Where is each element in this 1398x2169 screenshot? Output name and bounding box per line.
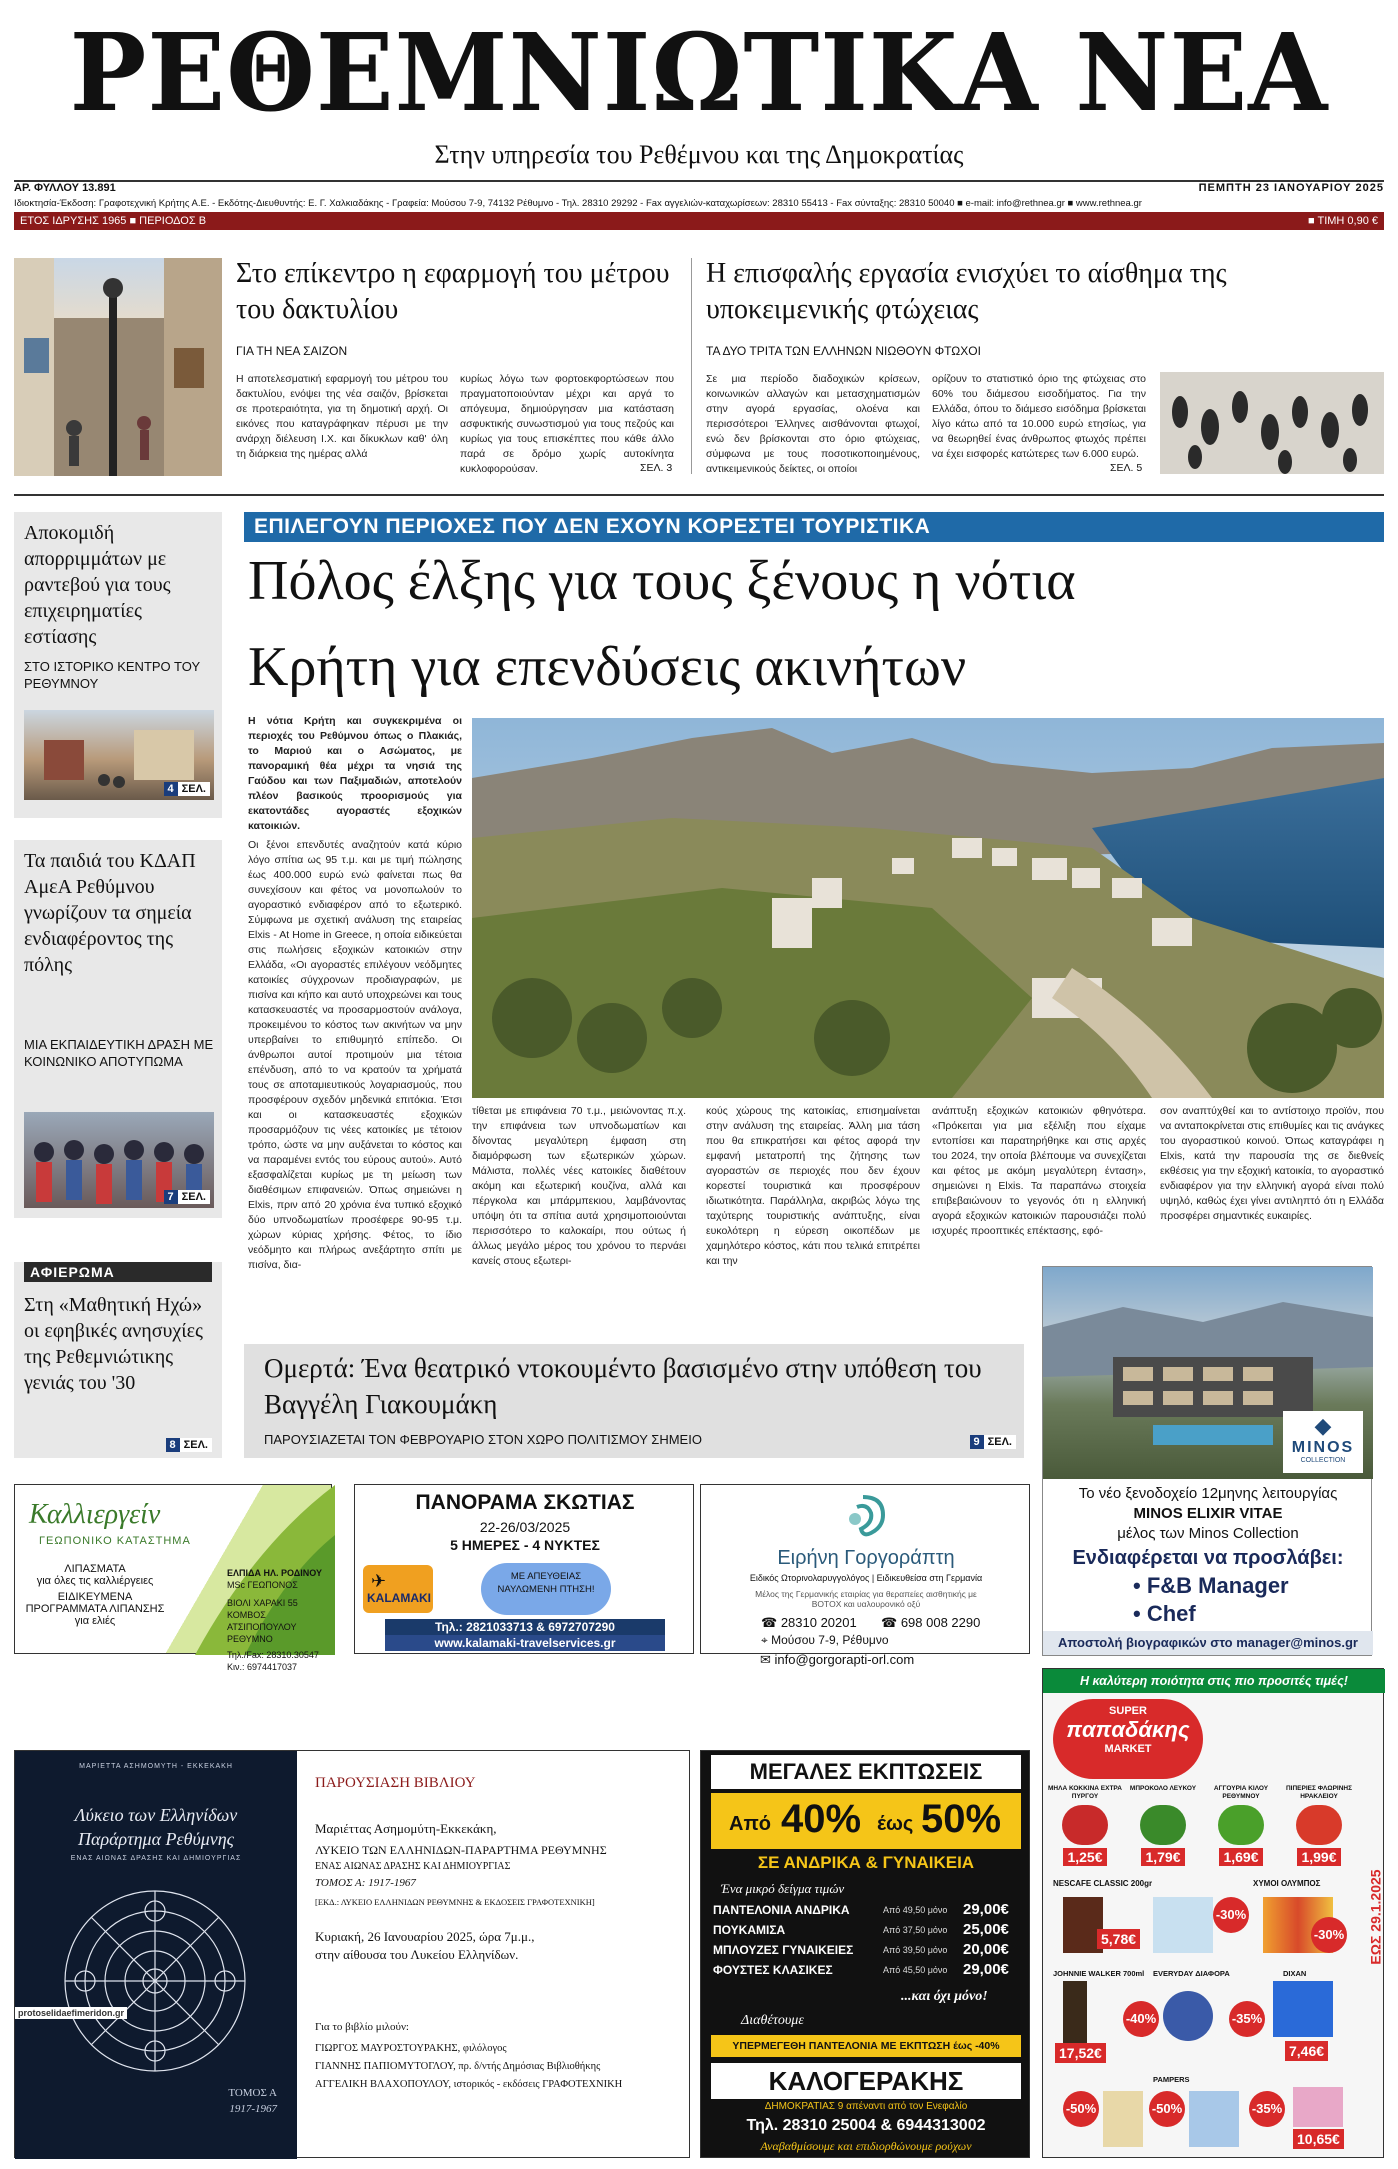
minos-line1: Το νέο ξενοδοχείο 12μηνης λειτουργίας: [1078, 1485, 1338, 1502]
panorama-web[interactable]: www.kalamaki-travelservices.gr: [385, 1635, 665, 1651]
page-label: ΣΕΛ.: [984, 1435, 1016, 1449]
minos-footer[interactable]: Αποστολή βιογραφικών στο manager@minos.gr: [1043, 1631, 1373, 1655]
cover-title-1: Λύκειο των Ελληνίδων: [74, 1805, 238, 1825]
top-right-headline[interactable]: Η επισφαλής εργασία ενισχύει το αίσθημα της υποκειμενικής φτώχειας: [706, 258, 1227, 325]
top-right-page[interactable]: ΣΕΛ. 5: [1110, 462, 1143, 474]
kalliergein-tel: Τηλ./Fax: 28310.30547: [227, 1650, 319, 1660]
panorama-ad[interactable]: [354, 1484, 694, 1654]
book-ad[interactable]: [14, 1750, 690, 2158]
book-publisher: [ΕΚΔ.: ΛΥΚΕΙΟ ΕΛΛΗΝΙΔΩΝ ΡΕΘΥΜΝΗΣ & ΕΚΔΟΣΕΙΣ ΓΡΑΦΟΤΕΧΝΙΚΗ]: [315, 1897, 595, 1907]
market-logo-bottom: MARKET: [1104, 1743, 1152, 1755]
top-right-col1: Σε μια περίοδο διαδοχικών κρίσεων, κοινωνικών αλλαγών και μετασχηματισμών στην αγορά εργασίας, ολοένα και περισσότεροι Έλληνες αισθάνονται φτωχοί, ενώ δεν βρίσκονται στο όριο φτώχειας, σύμφωνα με τους ποσοτικοποιημένους, αντικειμενικούς δείκτες, οι οποίοι: [706, 373, 920, 475]
product-image: [1218, 1805, 1264, 1845]
page-label: ΣΕΛ.: [180, 1438, 212, 1452]
market-row4: [1053, 2087, 1353, 2155]
sidebar-item-3-page[interactable]: [166, 1433, 212, 1452]
founded-bar: [14, 212, 1384, 230]
market-stores: [1211, 1699, 1361, 1779]
doctor-phone1-text: 28310 20201: [780, 1615, 857, 1630]
market-logo-brand: παπαδάκης: [1066, 1717, 1190, 1742]
lead-intro: Η νότια Κρήτη και συγκεκριμένα οι περιοχές του Ρεθύμνου όπως ο Πλακιάς, το Μαριού και ο Ασώματος, με πανοραμική θέα μέχρι τα νησιά της Γαύδου και των Παξιμαδιών, αποτελούν πλέον βασικούς προορισμούς για εκατοντάδες αγοραστές εξοχικών κατοικιών.: [248, 715, 462, 832]
page-label: ΣΕΛ.: [178, 1190, 210, 1204]
lead-photo: [472, 718, 1384, 1098]
price-pantene: 10,65€: [1293, 2129, 1344, 2149]
crowd-photo: [1160, 372, 1384, 474]
top-left-kicker: ΓΙΑ ΤΗ ΝΕΑ ΣΑΙΖΟΝ: [236, 344, 348, 358]
panorama-dates: 22-26/03/2025: [479, 1519, 571, 1535]
book-when: Κυριακή, 26 Ιανουαρίου 2025, ώρα 7μ.μ.,: [315, 1929, 535, 1944]
top-left-col1: Η αποτελεσματική εφαρμογή του μέτρου του δακτυλίου, ενόψει της νέα σαιζόν, βρίσκεται σε προτεραιότητα, για τη δημοτική αρχή. Οι εικόνες που καταγράφηκαν πέρυσι με την ανάρχη διέλευση Ι.Χ. και δίκυκλων καθ' όλη τη διάρκεια της ημέρας αλλά: [236, 373, 448, 460]
price-list-item: [713, 1921, 1023, 1941]
market-header: Η καλύτερη ποιότητα στις πιο προσιτές τιμές!: [1043, 1669, 1385, 1693]
doctor-name: Ειρήνη Γοργοράπτη: [777, 1547, 955, 1569]
street-photo: [14, 258, 222, 476]
sidebar-item-3-label: ΑΦΙΕΡΩΜΑ: [24, 1262, 212, 1282]
kalogerakis-slogan: Αναβαθμίσουμε και επιδιορθώνουμε ρούχων: [760, 2139, 972, 2153]
book-speaker-3: ΑΓΓΕΛΙΚΗ ΒΛΑΧΟΠΟΥΛΟΥ, ιστορικός - εκδόσεις ΓΡΑΦΟΤΕΧΝΙΚΗ: [315, 2079, 623, 2090]
sidebar-item-1-title: Αποκομιδή απορριμμάτων με ραντεβού για τους επιχειρηματίες εστίασης: [24, 522, 171, 648]
product-image: [1062, 1805, 1108, 1845]
lead-headline-2[interactable]: Κρήτη για επενδύσεις ακινήτων: [248, 636, 967, 698]
book-speaker-1: ΓΙΩΡΓΟΣ ΜΑΥΡΟΣΤΟΥΡΑΚΗΣ, φιλόλογος: [315, 2043, 507, 2054]
price-list-item: [713, 1941, 1023, 1961]
sidebar-item-3-title: Στη «Μαθητική Ηχώ» οι εφηβικές ανησυχίες της Ρεθεμνιώτικης γενιάς του '30: [24, 1294, 203, 1394]
discount-badge-6: -50%: [1149, 2091, 1185, 2127]
product-price: 1,99€: [1297, 1848, 1340, 1866]
page-label: ΣΕΛ.: [178, 782, 210, 796]
discount-badge-1: -30%: [1213, 1897, 1249, 1933]
panorama-duration: 5 ΗΜΕΡΕΣ - 4 ΝΥΚΤΕΣ: [450, 1537, 600, 1553]
kalogerakis-h1: ΜΕΓΑΛΕΣ ΕΚΠΤΩΣΕΙΣ: [711, 1755, 1021, 1789]
kalliergein-sub: ΓΕΩΠΟΝΙΚΟ ΚΑΤΑΣΤΗΜΑ: [39, 1535, 191, 1547]
product-price: 1,25€: [1063, 1848, 1106, 1866]
page-number: 7: [164, 1190, 178, 1204]
plane-icon: ✈: [371, 1571, 387, 1592]
kalliergein-l4: ΠΡΟΓΡΑΜΜΑΤΑ ΛΙΠΑΝΣΗΣ: [25, 1603, 165, 1615]
price-nescafe: 5,78€: [1097, 1929, 1140, 1949]
market-row4-a: PAMPERS: [1153, 2075, 1190, 2084]
cover-years: 1917-1967: [229, 2103, 277, 2115]
minos-logo: ◆ MINOS COLLECTION: [1283, 1411, 1363, 1473]
kalogerakis-phones[interactable]: Τηλ. 28310 25004 & 6944313002: [746, 2117, 986, 2134]
doctor-phone1[interactable]: ☎ 28310 20201: [761, 1615, 857, 1630]
detergent-icon: [1273, 1981, 1333, 2037]
minos-line4: Ενδιαφέρεται να προσλάβει:: [1072, 1547, 1344, 1569]
doctor-desc: Μέλος της Γερμανικής εταιρίας για θεραπείες αισθητικής με BOTOX και υαλουρονικό οξύ: [755, 1589, 977, 1609]
panorama-phones[interactable]: Τηλ.: 2821033713 & 6972707290: [385, 1619, 665, 1635]
issue-number: ΑΡ. ΦΥΛΛΟΥ 13.891: [14, 182, 116, 194]
kalliergein-addr1: ΒΙΟΛΙ ΧΑΡΑΚΙ 55: [227, 1598, 298, 1608]
discount-max: 50%: [921, 1797, 1002, 1841]
discount-badge-7: -35%: [1249, 2091, 1285, 2127]
page-number: 4: [164, 782, 178, 796]
product-name: ΠΙΠΕΡΙΕΣ ΦΛΩΡΙΝΗΣ ΗΡΑΚΛΕΙΟΥ: [1285, 1785, 1353, 1800]
lead-col1: Οι ξένοι επενδυτές αναζητούν κατά κύριο λόγο σπίτια ως 95 τ.μ. και με τιμή πώλησης έως 400.000 ευρώ ενώ φαίνεται πως θα συνεχίσουν και φέτος να μονοπωλούν το αγοραστικό ενδιαφέρον από το εξωτερικό. Σύμφωνα με σχετική ανάλυση της εταιρείας Elxis - At Home in Greece, η οποία ειδικεύεται στις πωλήσεις εξοχικών κατοικιών στην Ελλάδα, «Οι αγοραστές επιλέγουν νεόδμητες κατοικίες σύγχρονων προδιαγραφών, με πισίνα και κήπο και αυτό υποχρεώνει και τους κατασκευαστές να προσαρμοστούν ανάλογα, προκειμένου το κόστος των ακινήτων να μην υπερβαίνει το επιθυμητό επίπεδο. Οι άνθρωποι αυτοί προτιμούν μια τέτοια επένδυση, από το να κρατούν τα χρήματά τους σε αποταμιευτικούς λογαριασμούς, που προσφέρουν σχεδόν μηδενικά επιτόκια. Έτσι και οι κατασκευαστές εξοχικών προσαρμόζουν τις νέες κατοικίες με τέτοιον τρόπο, ώστε να μην αυξάνεται το κόστος και να παραμένει εντός του εύρους αυτού». Αυτό εξασφαλίζεται κυρίως με τη μείωση των διαθέσιμων επιφανειών. Όπως σημειώνει η Elxis, πριν από 20 χρόνια ένα τυπικό εξοχικό δύο υπνοδωματίων προσέφερε 90-95 τ.μ. χώρων κύριας χρήσης. Φέτος, το ίδιο νεόδμητο και πλήρως ανεξάρτητο σπίτι με πισίνα, δια-: [248, 839, 462, 1271]
sidebar-item-2[interactable]: [14, 840, 222, 1218]
sidebar-item-1[interactable]: [14, 512, 222, 818]
kalogerakis-intro: Ένα μικρό δείγμα τιμών: [721, 1881, 845, 1896]
item-old-price: Από 37,50 μόνο: [883, 1925, 948, 1935]
lace-pattern-icon: [55, 1881, 255, 2081]
minos-job1: • F&B Manager: [1133, 1573, 1289, 1598]
top-left-col2: κυρίως λόγω των φορτοεκφορτώσεων που πραγματοποιούνταν μέχρι και αργά το απόγευμα, δημιούργησαν μια κατάσταση ασφυκτικής συνωστισμού για τους πεζούς και κυρίως για τους επισκέπτες που κάθε άλλο παρά σε δρόμο χωρίς αυτοκίνητα κυκλοφορούσαν.: [460, 373, 674, 475]
everyday-icon: [1163, 1991, 1213, 2041]
wipes-icon: [1153, 1897, 1213, 1953]
product-name: ΜΠΡΟΚΟΛΟ ΛΕΥΚΟΥ: [1129, 1785, 1197, 1792]
omerta-headline: Ομερτά: Ένα θεατρικό ντοκουμέντο βασισμένο στην υπόθεση του Βαγγέλη Γιακουμάκη: [264, 1353, 982, 1419]
to-label: έως: [877, 1813, 914, 1835]
item-new-price: 25,00€: [963, 1921, 1009, 1938]
sidebar-item-1-photo: [24, 710, 214, 800]
from-label: Από: [729, 1813, 771, 1835]
bag-icon: [1103, 2091, 1143, 2147]
item-new-price: 20,00€: [963, 1941, 1009, 1958]
item-name: ΦΟΥΣΤΕΣ ΚΛΑΣΙΚΕΣ: [713, 1963, 833, 1977]
book-speaker-2: ΓΙΑΝΝΗΣ ΠΑΠΙΟΜΥΤΟΓΛΟΥ, πρ. δ/ντής Δημόσιας Βιβλιοθήκης: [315, 2061, 601, 2072]
market-ad[interactable]: [1042, 1668, 1384, 2158]
sidebar-item-2-title: Τα παιδιά του ΚΔΑΠ ΑμεΑ Ρεθύμνου γνωρίζουν τα σημεία ενδιαφέροντος της πόλης: [24, 850, 196, 976]
doctor-address: ⌖ Μούσου 7-9, Ρέθυμνο: [761, 1633, 889, 1647]
masthead-rule: [14, 180, 1384, 182]
top-right-col2: ορίζουν το στατιστικό όριο της φτώχειας στο 60% του διάμεσου εισοδήματος. Για την Ελλάδα, όπου το διάμεσο εισόδημα βρίσκεται λίγο κάτω από τα 10.000 ευρώ ετησίως, για να θεωρηθεί ένας άνθρωπος φτωχός πρέπει να έχει εισφορές κατώτερες των 6.000 ευρώ.: [932, 373, 1146, 460]
publisher-line: Ιδιοκτησία-Έκδοση: Γραφοτεχνική Κρήτης Α.Ε. - Εκδότης-Διευθυντής: Ε. Γ. Χαλκιαδάκης - Γραφεία: Μούσου 7-9, 74132 Ρέθυμνο - Τηλ. 28310 29292 - Fax αγγελιών-καταχωρίσεων: 28310 55413 - Fax σύνταξης: 28310 50040 ■ e-mail: info@rethnea.gr ■ www.rethnea.gr: [14, 198, 1142, 209]
kalliergein-addr2: ΚΟΜΒΟΣ ΑΤΣΙΠΟΠΟΥΛΟΥ: [227, 1610, 297, 1632]
ear-icon: [833, 1493, 893, 1539]
doctor-ad[interactable]: [700, 1484, 1030, 1654]
market-row3-a: JOHNNIE WALKER 700ml: [1053, 1969, 1145, 1978]
market-row2-right: ΧΥΜΟΙ ΟΛΥΜΠΟΣ: [1253, 1879, 1321, 1888]
page-number: 9: [970, 1435, 984, 1449]
market-row3-b: EVERYDAY ΔΙΑΦΟΡΑ: [1153, 1969, 1230, 1978]
doctor-title: Ειδικός Ωτορινολαρυγγολόγος | Ειδικευθείσα στη Γερμανία: [749, 1573, 983, 1583]
kalliergein-logo: Καλλιεργείν: [29, 1499, 161, 1530]
top-left-page[interactable]: ΣΕΛ. 3: [640, 462, 673, 474]
kalogerakis-price-list: [713, 1901, 1023, 1981]
kalogerakis-sub: ΣΕ ΑΝΔΡΙΚΑ & ΓΥΝΑΙΚΕΙΑ: [757, 1853, 975, 1872]
doctor-email[interactable]: ✉ info@gorgorapti-orl.com: [760, 1652, 915, 1667]
kalliergein-l5: για ελιές: [74, 1615, 116, 1627]
kalogerakis-brand: ΚΑΛΟΓΕΡΑΚΗΣ: [711, 2063, 1021, 2099]
sidebar-item-2-kicker: ΜΙΑ ΕΚΠΑΙΔΕΥΤΙΚΗ ΔΡΑΣΗ ΜΕ ΚΟΙΝΩΝΙΚΟ ΑΠΟΤΥΠΩΜΑ: [24, 1037, 214, 1069]
kalliergein-role: MSc ΓΕΩΠΟΝΟΣ: [227, 1580, 298, 1590]
market-logo: [1053, 1699, 1203, 1779]
product-image: [1296, 1805, 1342, 1845]
product-price: 1,69€: [1219, 1848, 1262, 1866]
book-subtitle: ΕΝΑΣ ΑΙΩΝΑΣ ΔΡΑΣΗΣ ΚΑΙ ΔΗΜΙΟΥΡΓΙΑΣ: [315, 1861, 511, 1872]
cover-title-2: Παράρτημα Ρεθύμνης: [78, 1829, 234, 1849]
sidebar-item-1-page[interactable]: [164, 777, 210, 796]
price-whisky: 17,52€: [1055, 2043, 1106, 2063]
discount-badge-2: -30%: [1311, 1917, 1347, 1953]
shampoo-icon: [1293, 2087, 1343, 2127]
kalliergein-ad[interactable]: [14, 1484, 332, 1672]
doctor-phone2[interactable]: ☎ 698 008 2290: [881, 1615, 981, 1630]
market-row2: [1053, 1893, 1353, 1963]
omerta-page[interactable]: [970, 1430, 1016, 1449]
product-tile: [1203, 1785, 1279, 1877]
top-left-headline[interactable]: Στο επίκεντρο η εφαρμογή του μέτρου του δακτυλίου: [236, 258, 670, 325]
book-title: ΛΥΚΕΙΟ ΤΩΝ ΕΛΛΗΝΙΔΩΝ-ΠΑΡΑΡΤΗΜΑ ΡΕΘΥΜΝΗΣ: [315, 1843, 607, 1857]
item-new-price: 29,00€: [963, 1901, 1009, 1918]
market-logo-top: SUPER: [1109, 1705, 1147, 1717]
price-list-item: [713, 1901, 1023, 1921]
section-rule: [14, 494, 1384, 496]
minos-logo-sub: COLLECTION: [1300, 1457, 1346, 1464]
item-old-price: Από 39,50 μόνο: [883, 1945, 948, 1955]
lead-col2: τίθεται με επιφάνεια 70 τ.μ., μειώνοντας π.χ. την επιφάνεια των υπνοδωματίων και δίνοντας μεγαλύτερη έμφαση στη διαμόρφωση των εξωτερικών χώρων. Μάλιστα, πολλές νέες κατοικίες διαθέτουν ακόμη και εξωτερική κουζίνα, αλλά και πέργκολα και μπάρμπεκιου, λαμβάνοντας υπόψη ότι τα σπίτια αυτά χρησιμοποιούνται περισσότερο το καλοκαίρι, που ούτως ή άλλως μεγάλο μέρος του χρόνου το περνάει κανείς στους εξωτερι-: [472, 1105, 686, 1267]
cover-sub: ΕΝΑΣ ΑΙΩΝΑΣ ΔΡΑΣΗΣ ΚΑΙ ΔΗΜΙΟΥΡΓΙΑΣ: [70, 1855, 242, 1862]
whisky-icon: [1063, 1981, 1087, 2051]
product-tile: [1047, 1785, 1123, 1877]
kalliergein-addr3: ΡΕΘΥΜΝΟ: [227, 1634, 273, 1644]
lead-col4: ανάπτυξη εξοχικών κατοικιών φθηνότερα. «Πρόκειται για μια εξέλιξη που είχαμε εντοπίσει και παρατηρήθηκε και στις αρχές του 2024, την οποία βλέπουμε να συνεχίζεται και φέτος με ακόμη μεγαλύτερη ένταση», σημειώνει η Elxis. Τα παραπάνω στοιχεία επιβεβαιώνουν το γεγονός ότι η ελληνική αγορά εξοχικών κατοικιών παρουσιάζει πολύ ισχυρές προοπτικές επέκτασης, εφό-: [932, 1105, 1146, 1237]
discount-badge-4: -35%: [1229, 2001, 1265, 2037]
sidebar-item-3[interactable]: [14, 1262, 222, 1458]
price-dixan: 7,46€: [1285, 2041, 1328, 2061]
cover-author: ΜΑΡΙΕΤΤΑ ΑΣΗΜΟΜΥΤΗ - ΕΚΚΕΚΑΚΗ: [79, 1763, 233, 1770]
lead-col5: σον αναπτύχθεί και το αντίστοιχο προϊόν, που να ανταποκρίνεται στις επιθυμίες και τις ανάγκες του αγοραστικού κοινού. Όπως καταγράφει η Elxis, κατά την παρουσία της σε διεθνείς εκθέσεις για την εξοχική κατοικία, το αγοραστικό ενδιαφέρον για την ελληνική αγορά είναι πολύ υψηλό, καθώς έχει γίνει αντιληπτό ότι η Ελλάδα προσφέρει σημαντικές ευκαιρίες.: [1160, 1105, 1384, 1222]
doctor-email-text: info@gorgorapti-orl.com: [774, 1652, 915, 1667]
book-author: Μαριέττας Ασημομύτη-Εκκεκάκη,: [315, 1821, 497, 1836]
book-volume: ΤΟΜΟΣ Α: 1917-1967: [315, 1877, 416, 1889]
book-cover: [15, 1751, 297, 2159]
item-old-price: Από 49,50 μόνο: [883, 1905, 948, 1915]
founded-text: ΕΤΟΣ ΙΔΡΥΣΗΣ 1965 ■ ΠΕΡΙΟΔΟΣ Β: [20, 215, 207, 227]
product-tile: [1125, 1785, 1201, 1877]
kalliergein-l2: για όλες τις καλλιέργειες: [36, 1575, 154, 1587]
market-row2-left: NESCAFE CLASSIC 200gr: [1053, 1879, 1153, 1888]
discount-badge-3: -40%: [1123, 2001, 1159, 2037]
product-price: 1,79€: [1141, 1848, 1184, 1866]
discount-badge-5: -50%: [1063, 2091, 1099, 2127]
item-name: ΜΠΛΟΥΖΕΣ ΓΥΝΑΙΚΕΙΕΣ: [713, 1943, 854, 1957]
lead-kicker: ΕΠΙΛΕΓΟΥΝ ΠΕΡΙΟΧΕΣ ΠΟΥ ΔΕΝ ΕΧΟΥΝ ΚΟΡΕΣΤΕΙ ΤΟΥΡΙΣΤΙΚΑ: [244, 512, 1384, 542]
book-heading: ΠΑΡΟΥΣΙΑΣΗ ΒΙΒΛΙΟΥ: [315, 1775, 476, 1791]
kalliergein-l1: ΛΙΠΑΣΜΑΤΑ: [64, 1563, 126, 1575]
omerta-kicker: ΠΑΡΟΥΣΙΑΖΕΤΑΙ ΤΟΝ ΦΕΒΡΟΥΑΡΙΟ ΣΤΟΝ ΧΩΡΟ ΠΟΛΙΤΙΣΜΟΥ ΣΗΜΕΙΟ: [264, 1432, 702, 1447]
top-right-kicker: ΤΑ ΔΥΟ ΤΡΙΤΑ ΤΩΝ ΕΛΛΗΝΩΝ ΝΙΩΘΟΥΝ ΦΤΩΧΟΙ: [706, 344, 981, 358]
pampers-icon: [1189, 2091, 1239, 2147]
discount-min: 40%: [781, 1797, 862, 1841]
product-tile: [1281, 1785, 1357, 1877]
lead-col3: κούς χώρους της κατοικίας, επισημαίνεται στην ανάλυση της εταιρείας. Άλλη μια τάση που θα επικρατήσει και φέτος αφορά την εμφανή μετατροπή της ζήτησης των αγοραστών σε περιοχές που δεν έχουν κορεστεί τουριστικά και προσφέρουν ιδιωτικότητα. Παράλληλα, ακριβώς λόγω της ταχύτερης τουριστικής ανάπτυξης, είναι ευκολότερη η εύρεση οικοπέδων με χαμηλότερο κόστος, κάτι που τελικά επιτρέπει και την: [706, 1105, 920, 1267]
book-speakers-intro: Για το βιβλίο μιλούν:: [315, 2021, 409, 2033]
kalliergein-name: ΕΛΠΙΔΑ ΗΛ. ΡΟΔΙΝΟΥ: [227, 1568, 322, 1578]
cover-volume: ΤΟΜΟΣ Α: [228, 2087, 277, 2099]
doctor-phone2-text: 698 008 2290: [900, 1615, 981, 1630]
omerta-box[interactable]: [244, 1344, 1024, 1458]
page-number: 8: [166, 1438, 180, 1452]
price-list-item: [713, 1961, 1023, 1981]
sidebar-item-2-photo: [24, 1112, 214, 1208]
column-divider: [691, 258, 692, 474]
kalogerakis-offer-intro: Διαθέτουμε: [741, 2013, 804, 2028]
item-name: ΠΟΥΚΑΜΙΣΑ: [713, 1923, 786, 1937]
lead-headline-1[interactable]: Πόλος έλξης για τους ξένους η νότια: [248, 550, 1076, 612]
kalliergein-mob: Κιν.: 6974417037: [227, 1662, 298, 1672]
kalogerakis-discount: [711, 1793, 1021, 1849]
price: ■ ΤΙΜΗ 0,90 €: [1307, 215, 1378, 227]
issue-date: ΠΕΜΠΤΗ 23 ΙΑΝΟΥΑΡΙΟΥ 2025: [1198, 182, 1384, 194]
minos-logo-text: MINOS: [1291, 1439, 1355, 1456]
item-new-price: 29,00€: [963, 1961, 1009, 1978]
minos-job2: • Chef: [1133, 1601, 1196, 1626]
product-image: [1140, 1805, 1186, 1845]
watermark: protoselidaefimeridon.gr: [15, 2007, 127, 2019]
minos-ad[interactable]: [1042, 1266, 1372, 1656]
kalogerakis-more: ...και όχι μόνο!: [901, 1989, 988, 2004]
minos-line2: MINOS ELIXIR VITAE: [1133, 1505, 1283, 1522]
sidebar-item-1-kicker: ΣΤΟ ΙΣΤΟΡΙΚΟ ΚΕΝΤΡΟ ΤΟΥ ΡΕΘΥΜΝΟΥ: [24, 659, 200, 691]
item-name: ΠΑΝΤΕΛΟΝΙΑ ΑΝΔΡΙΚΑ: [713, 1903, 850, 1917]
sidebar-item-2-page[interactable]: [164, 1185, 210, 1204]
kalamaki-logo: [363, 1565, 433, 1613]
market-row3: [1053, 1981, 1353, 2071]
kalliergein-l3: ΕΙΔΙΚΕΥΜΕΝΑ: [57, 1591, 133, 1603]
doctor-address-text: Μούσου 7-9, Ρέθυμνο: [771, 1633, 889, 1647]
minos-line3: μέλος των Minos Collection: [1117, 1525, 1299, 1542]
item-old-price: Από 45,50 μόνο: [883, 1965, 948, 1975]
product-name: ΑΓΓΟΥΡΙΑ ΚΙΛΟΥ ΡΕΘΥΜΝΟΥ: [1213, 1785, 1269, 1800]
kalogerakis-offer: ΥΠΕΡΜΕΓΕΘΗ ΠΑΝΤΕΛΟΝΙΑ ΜΕ ΕΚΠΤΩΣΗ έως -40%: [711, 2035, 1021, 2057]
market-row3-c: DIXAN: [1283, 1969, 1307, 1978]
panorama-badge: ΜΕ ΑΠΕΥΘΕΙΑΣ ΝΑΥΛΩΜΕΝΗ ΠΤΗΣΗ!: [481, 1563, 611, 1615]
masthead-title: ΡΕΘΕΜΝΙΩΤΙΚΑ ΝΕΑ: [69, 10, 1329, 137]
masthead-tagline: Στην υπηρεσία του Ρεθέμνου και της Δημοκρατίας: [434, 140, 964, 169]
minos-photo: [1043, 1267, 1373, 1479]
kalogerakis-address: ΔΗΜΟΚΡΑΤΙΑΣ 9 απέναντι από τον Ενεφαλίο: [764, 2101, 968, 2112]
kalamaki-brand: KALAMAKI: [367, 1591, 431, 1605]
book-where: στην αίθουσα του Λυκείου Ελληνίδων.: [315, 1947, 519, 1962]
product-name: ΜΗΛΑ ΚΟΚΚΙΝΑ ΕΧΤΡΑ ΠΥΡΓΟΥ: [1048, 1785, 1122, 1800]
market-side-date: ΕΩΣ 29.1.2025: [1367, 1869, 1384, 1965]
panorama-title: ΠΑΝΟΡΑΜΑ ΣΚΩΤΙΑΣ: [415, 1491, 635, 1514]
kalogerakis-ad[interactable]: [700, 1750, 1030, 2158]
